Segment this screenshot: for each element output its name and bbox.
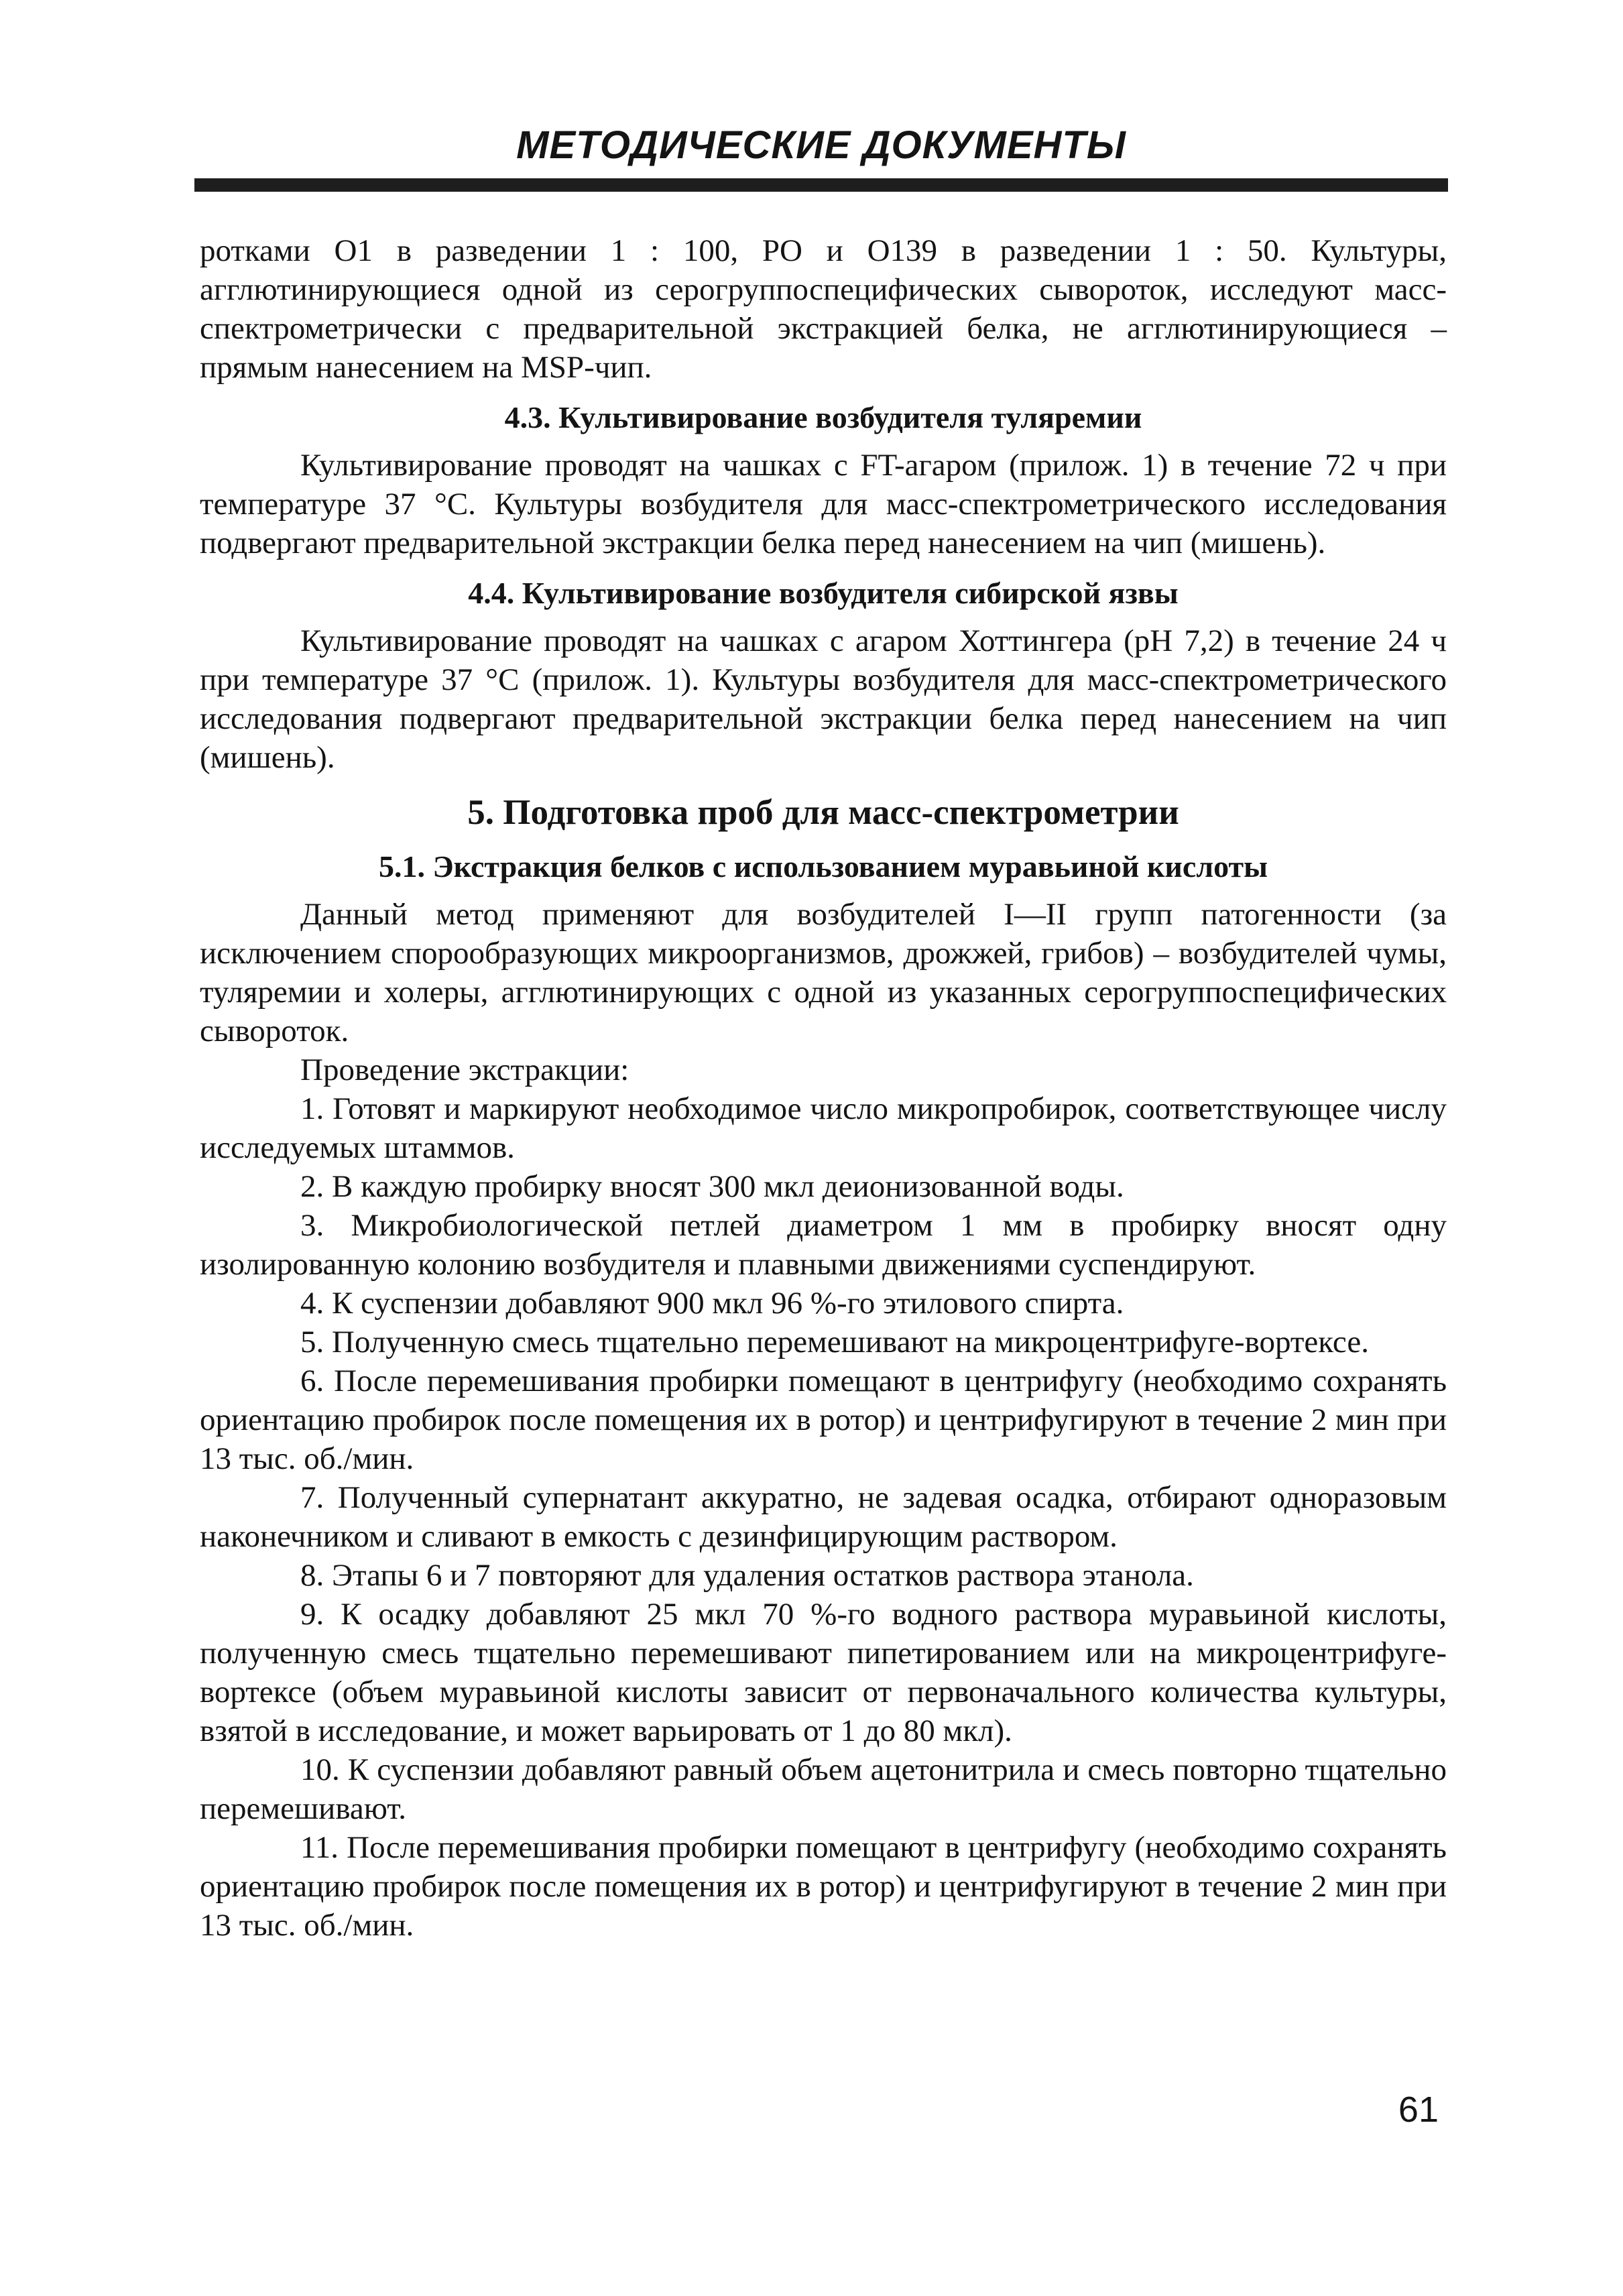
procedure-step: 2. В каждую пробирку вносят 300 мкл деионизованной воды. [300,1169,1124,1204]
intro-paragraph: ротками O1 в разведении 1 : 100, PO и O139 в разведении 1 : 50. Культуры, агглютинирующиеся одной из серогруппоспецифических сывороток, исследуют масс-спектрометрически с предварительной экстракцией белка, не агглютинирующиеся – прямым нанесением на MSP-чип. [200,233,1447,385]
procedure-step: 8. Этапы 6 и 7 повторяют для удаления остатков раствора этанола. [300,1558,1194,1593]
procedure-step: 5. Полученную смесь тщательно перемешивают на микроцентрифуге-вортексе. [300,1325,1369,1360]
procedure-step: 11. После перемешивания пробирки помещают в центрифугу (необходимо сохранять ориентацию пробирок после помещения их в ротор) и центрифугируют в течение 2 мин при 13 тыс. об./мин. [200,1830,1447,1943]
procedure-step: 7. Полученный супернатант аккуратно, не задевая осадка, отбирают одноразовым наконечником и сливают в емкость с дезинфицирующим раствором. [200,1480,1447,1554]
procedure-step: 10. К суспензии добавляют равный объем ацетонитрила и смесь повторно тщательно перемешивают. [200,1752,1447,1826]
section-4-3-heading: 4.3. Культивирование возбудителя туляремии [504,400,1142,434]
procedure-step: 1. Готовят и маркируют необходимое число микропробирок, соответствующее числу исследуемых штаммов. [200,1091,1447,1165]
procedure-step: 3. Микробиологической петлей диаметром 1 мм в пробирку вносят одну изолированную колонию возбудителя и плавными движениями суспендируют. [200,1208,1447,1282]
section-4-4-text: Культивирование проводят на чашках с агаром Хоттингера (рН 7,2) в течение 24 ч при температуре 37 °С (прилож. 1). Культуры возбудителя для масс-спектрометрического исследования подвергают предварительной экстракции белка перед нанесением на чип (мишень). [200,623,1447,775]
section-5-heading: 5. Подготовка проб для масс-спектрометрии [467,793,1179,832]
procedure-step: 4. К суспензии добавляют 900 мкл 96 %-го этилового спирта. [300,1286,1124,1321]
page-body [200,231,1447,1945]
section-4-4-heading: 4.4. Культивирование возбудителя сибирской язвы [468,576,1179,610]
procedure-step: 6. После перемешивания пробирки помещают в центрифугу (необходимо сохранять ориентацию пробирок после помещения их в ротор) и центрифугируют в течение 2 мин при 13 тыс. об./мин. [200,1364,1447,1476]
procedure-heading: Проведение экстракции: [300,1052,629,1087]
running-header-title: МЕТОДИЧЕСКИЕ ДОКУМЕНТЫ [516,123,1126,167]
header-rule [194,178,1448,192]
procedure-step: 9. К осадку добавляют 25 мкл 70 %-го водного раствора муравьиной кислоты, полученную смесь тщательно перемешивают пипетированием или на микроцентрифуге-вортексе (объем муравьиной кислоты зависит от первоначального количества культуры, взятой в исследование, и может варьировать от 1 до 80 мкл). [200,1597,1447,1748]
section-5-1-heading: 5.1. Экстракция белков с использованием муравьиной кислоты [378,849,1268,884]
section-5-1-text: Данный метод применяют для возбудителей I—II групп патогенности (за исключением спорообразующих микроорганизмов, дрожжей, грибов) – возбудителей чумы, туляремии и холеры, агглютинирующих с одной из указанных серогруппоспецифических сывороток. [200,897,1447,1048]
section-4-3-text: Культивирование проводят на чашках с FT-агаром (прилож. 1) в течение 72 ч при температуре 37 °С. Культуры возбудителя для масс-спектрометрического исследования подвергают предварительной экстракции белка перед нанесением на чип (мишень). [200,448,1447,560]
page-number: 61 [1398,2090,1439,2130]
